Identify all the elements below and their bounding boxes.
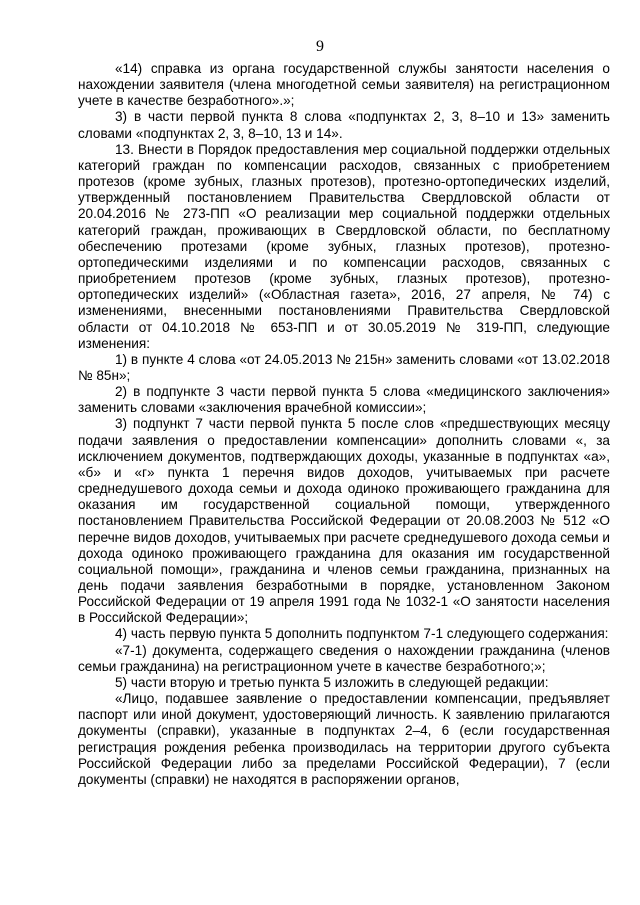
paragraph-item-5: 5) части вторую и третью пункта 5 изложить в следующей редакции: bbox=[115, 674, 549, 690]
paragraph-new-wording: «Лицо, подавшее заявление о предоставлении компенсации, предъявляет паспорт или иной документ, удостоверяющий личность. К заявлению прилагаются документы (справки), указанные в подпунктах 2–4, 6 (если государственная регистрация рождения ребенка производилась на территории другого субъекта Российской Федерации либо за пределами Российской Федерации), 7 (если документы (справки) не находятся в распоряжении органов, bbox=[78, 691, 610, 787]
paragraph-item-3b: 3) подпункт 7 части первой пункта 5 после слов «предшествующих месяцу подачи заявления о предоставлении компенсации» дополнить словами «, за исключением документов, подтверждающих доходы, указанные в подпунктах «а», «б» и «г» пункта 1 перечня видов доходов, учитываемых при расчете среднедушевого дохода семьи и дохода одиноко проживающего гражданина для оказания им государственной социальной помощи, утвержденного постановлением Правительства Российской Федерации от 20.08.2003 № 512 «О перечне видов доходов, учитываемых при расчете среднедушевого дохода семьи и дохода одиноко проживающего гражданина для оказания им государственной социальной помощи», гражданина и членов семьи гражданина, признанных на день подачи заявления безработными в порядке, установленном Законом Российской Федерации от 19 апреля 1991 года № 1032-1 «О занятости населения в Российской Федерации»; bbox=[78, 416, 610, 626]
paragraph-item-3: 3) в части первой пункта 8 слова «подпунктах 2, 3, 8–10 и 13» заменить словами «подпунктах 2, 3, 8–10, 13 и 14». bbox=[78, 109, 610, 141]
document-body bbox=[78, 61, 610, 788]
page-number: 9 bbox=[316, 38, 324, 55]
paragraph-section-13: 13. Внести в Порядок предоставления мер социальной поддержки отдельных категорий граждан по компенсации расходов, связанных с приобретением протезов (кроме зубных, глазных протезов), протезно-ортопедических изделий, утвержденный постановлением Правительства Свердловской области от 20.04.2016 № 273-ПП «О реализации мер социальной поддержки отдельных категорий граждан, проживающих в Свердловской области, по бесплатному обеспечению протезами (кроме зубных, глазных протезов), протезно-ортопедическими изделиями и по компенсации расходов, связанных с приобретением протезов (кроме зубных, глазных протезов), протезно-ортопедических изделий» («Областная газета», 2016, 27 апреля, № 74) с изменениями, внесенными постановлениями Правительства Свердловской области от 04.10.2018 № 653-ПП и от 30.05.2019 № 319-ПП, следующие изменения: bbox=[78, 141, 610, 351]
paragraph-item-14: «14) справка из органа государственной службы занятости населения о нахождении заявителя (члена многодетной семьи заявителя) на регистрационном учете в качестве безработного».»; bbox=[78, 61, 610, 109]
paragraph-item-4: 4) часть первую пункта 5 дополнить подпунктом 7-1 следующего содержания: bbox=[115, 626, 609, 642]
paragraph-item-2: 2) в подпункте 3 части первой пункта 5 слова «медицинского заключения» заменить словами «заключения врачебной комиссии»; bbox=[78, 384, 610, 416]
paragraph-item-1: 1) в пункте 4 слова «от 24.05.2013 № 215н» заменить словами «от 13.02.2018 № 85н»; bbox=[78, 351, 610, 383]
paragraph-subitem-7-1: «7-1) документа, содержащего сведения о нахождении гражданина (членов семьи гражданина) на регистрационном учете в качестве безработного;»; bbox=[78, 642, 610, 674]
